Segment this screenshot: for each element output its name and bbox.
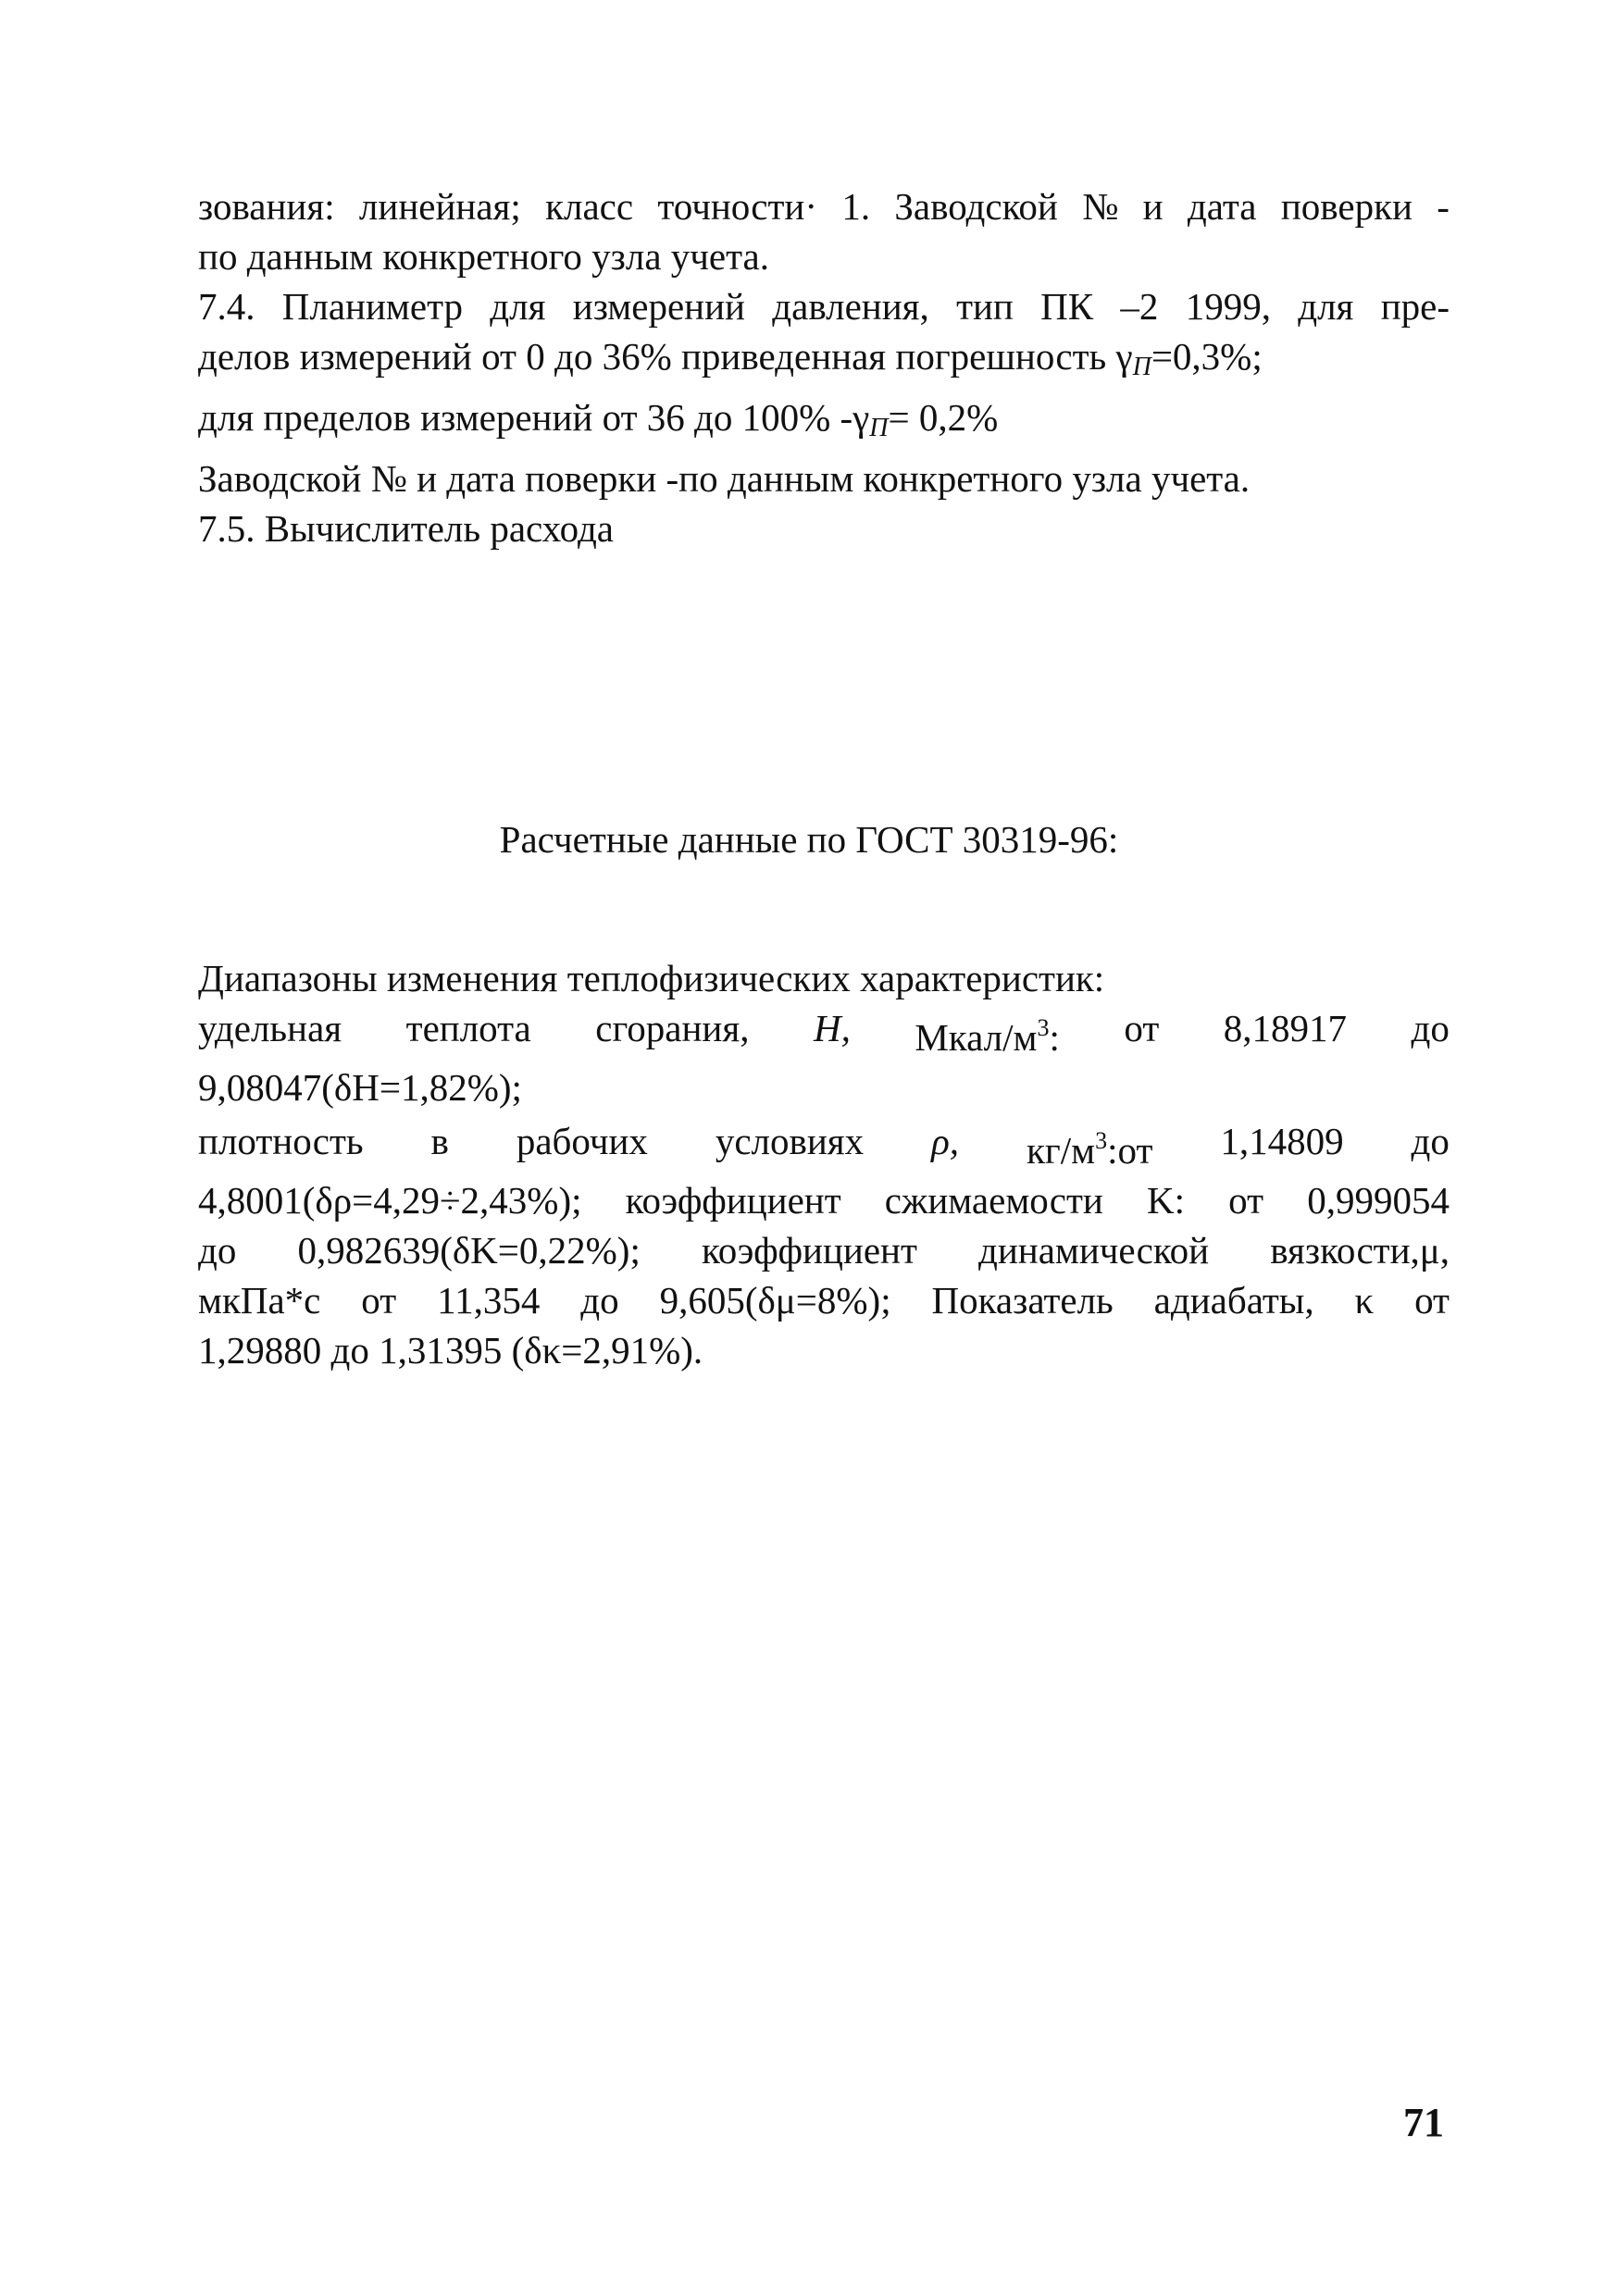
word: Планиметр — [281, 285, 463, 328]
word: измерений — [572, 285, 745, 328]
word: адиабаты, — [1153, 1279, 1314, 1322]
word: условиях — [715, 1120, 865, 1162]
top-text-block — [198, 181, 1450, 553]
word: до — [580, 1279, 619, 1322]
unit-base: кг/м — [1027, 1129, 1096, 1172]
word: для — [1298, 285, 1354, 328]
item-7-4-line-4: Заводской № и дата поверки -по данным конкретного узла учета. — [198, 457, 1251, 500]
word: 1999, — [1185, 285, 1271, 328]
word: в — [430, 1120, 449, 1162]
heat-line-2: 9,08047(δH=1,82%); — [198, 1066, 522, 1109]
density-line-1 — [198, 1116, 1450, 1175]
word: пре- — [1380, 285, 1450, 328]
word: коэффициент — [625, 1179, 841, 1222]
word: для — [490, 285, 546, 328]
word: тип — [956, 285, 1014, 328]
text-fragment: для пределов измерений от 36 до 100% -γ — [198, 396, 870, 439]
density-line-5: 1,29880 до 1,31395 (δκ=2,91%). — [198, 1329, 703, 1371]
heat-line-1 — [198, 1003, 1450, 1062]
item-7-4-line-2 — [198, 331, 1450, 392]
superscript: 3 — [1095, 1127, 1108, 1154]
word: до — [198, 1229, 237, 1272]
word: - — [1437, 185, 1450, 228]
superscript: 3 — [1037, 1014, 1050, 1041]
word: класс — [545, 185, 634, 228]
word: 1. — [841, 185, 871, 228]
page-number: 71 — [1403, 2100, 1444, 2145]
text-fragment: делов измерений от 0 до 36% приведенная погрешность γ — [198, 335, 1133, 378]
word: 9,605(δμ=8%); — [659, 1279, 891, 1322]
symbol-rho: ρ, — [931, 1120, 960, 1162]
unit-tail: : — [1049, 1016, 1060, 1059]
word: давления, — [772, 285, 929, 328]
value: 1,14809 — [1220, 1120, 1344, 1162]
word: поверки — [1280, 185, 1413, 228]
word: –2 — [1120, 285, 1159, 328]
word: от — [1124, 1007, 1160, 1049]
unit-base: Мкал/м — [915, 1016, 1038, 1059]
word: зования: — [198, 185, 335, 228]
word: динамической — [977, 1229, 1210, 1272]
section-title: Расчетные данные по ГОСТ 30319-96: — [499, 818, 1119, 861]
word: и — [1142, 185, 1164, 228]
word: дата — [1187, 185, 1257, 228]
word: коэффициент — [701, 1229, 917, 1272]
word: ПК — [1040, 285, 1094, 328]
text-line — [198, 181, 1450, 231]
word: K: — [1147, 1179, 1186, 1222]
value: 8,18917 — [1223, 1007, 1348, 1049]
word: от — [1414, 1279, 1450, 1322]
density-line-3 — [198, 1225, 1450, 1275]
unit-tail: :от — [1107, 1129, 1153, 1172]
word: мкПа*с — [198, 1279, 321, 1322]
word: точности· — [657, 185, 818, 228]
word: 4,8001(δρ=4,29÷2,43%); — [198, 1179, 582, 1222]
word: 0,999054 — [1307, 1179, 1450, 1222]
ranges-block — [198, 953, 1450, 1375]
text-fragment: = 0,2% — [888, 396, 999, 439]
word: сжимаемости — [884, 1179, 1103, 1222]
item-7-4-line-3 — [198, 392, 1450, 453]
ranges-intro: Диапазоны изменения теплофизических характеристик: — [198, 957, 1105, 999]
word: от — [361, 1279, 397, 1322]
word: удельная — [198, 1007, 342, 1049]
text-fragment: =0,3%; — [1151, 335, 1263, 378]
word: 0,982639(δK=0,22%); — [297, 1229, 641, 1272]
word: плотность — [198, 1120, 364, 1162]
subscript: П — [869, 414, 889, 442]
word: рабочих — [516, 1120, 648, 1162]
word: теплота — [405, 1007, 531, 1049]
density-line-4 — [198, 1275, 1450, 1325]
word: линейная; — [358, 185, 521, 228]
word: № — [1082, 185, 1119, 228]
word: κ — [1354, 1279, 1375, 1322]
density-line-2 — [198, 1175, 1450, 1225]
item-7-5: 7.5. Вычислитель расхода — [198, 507, 614, 550]
symbol-h: H, — [813, 1007, 851, 1049]
word: Показатель — [931, 1279, 1114, 1322]
text-line: по данным конкретного узла учета. — [198, 235, 769, 278]
word: 7.4. — [198, 285, 255, 328]
word: Заводской — [894, 185, 1058, 228]
word: до — [1411, 1120, 1450, 1162]
word: сгорания, — [595, 1007, 750, 1049]
word: до — [1411, 1007, 1450, 1049]
word: от — [1228, 1179, 1264, 1222]
word: вязкости,μ, — [1270, 1229, 1450, 1272]
unit — [1027, 1116, 1152, 1175]
word: 11,354 — [437, 1279, 541, 1322]
subscript: П — [1132, 353, 1151, 381]
unit — [915, 1003, 1060, 1062]
item-7-4-line-1 — [198, 281, 1450, 331]
